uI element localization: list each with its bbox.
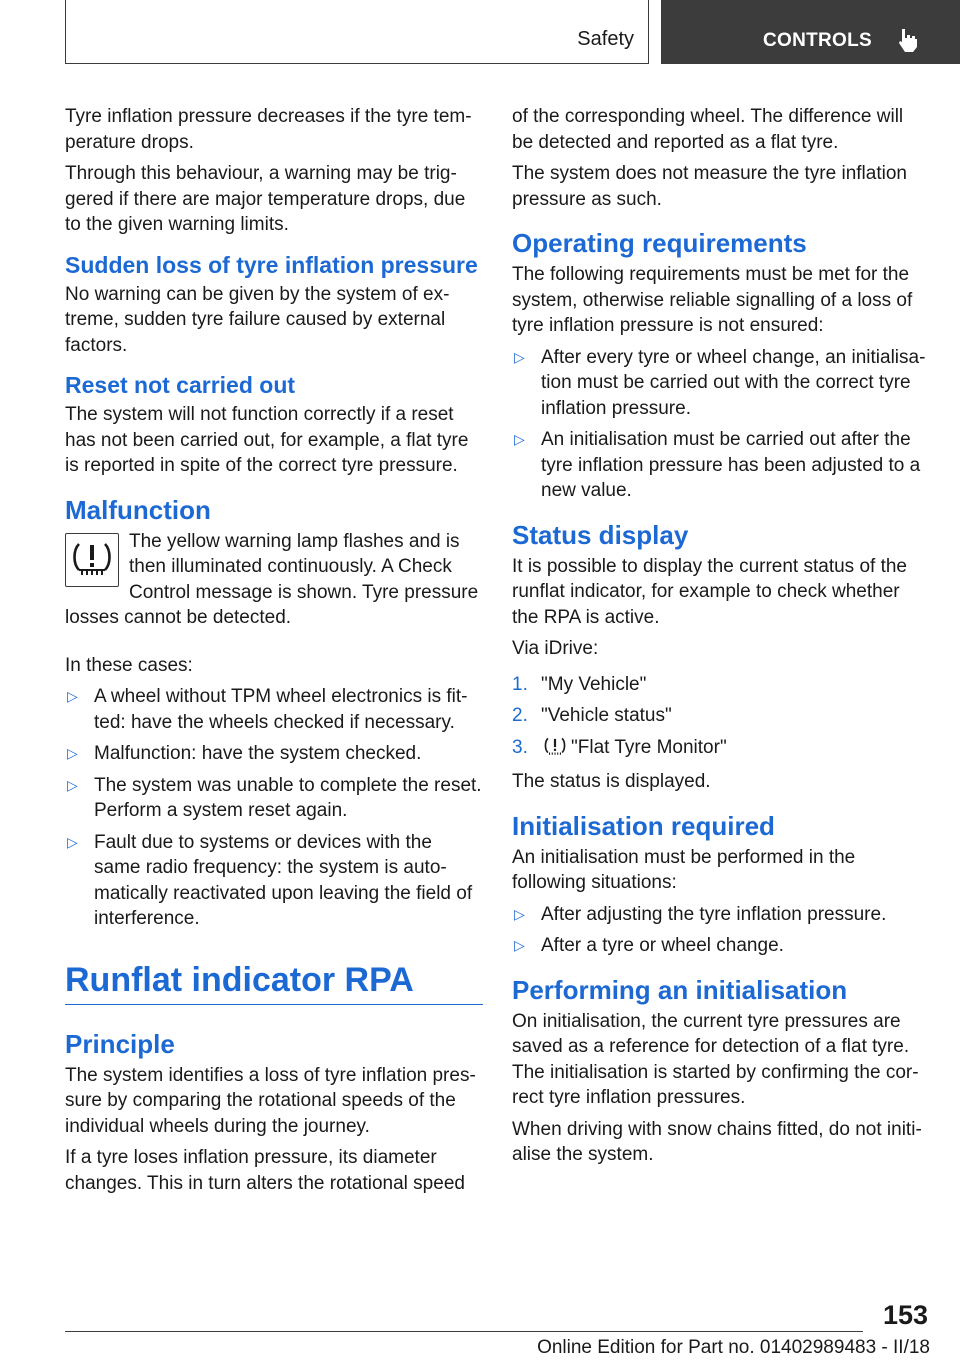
header-chapter-tab [661,0,960,64]
bullet-icon: ▷ [514,905,525,922]
paragraph: The yellow warning lamp flashes and is then illuminated continuously. A Check Control message is shown. Tyre pressure losses cannot be detected. [65,530,479,628]
heading-reset-not-carried-out: Reset not carried out [65,372,296,398]
left-column [65,104,483,1202]
paragraph: When driving with snow chains fitted, do not initialise the system. [512,1118,922,1165]
heading-initialisation-required: Initialisation required [512,810,775,841]
list-item: ▷ After a tyre or wheel change. [512,933,928,959]
bullet-icon: ▷ [514,937,525,953]
idrive-steps [512,672,928,764]
bullet-icon: ▷ [67,776,78,793]
footer-divider [65,1331,863,1332]
paragraph: The following requirements must be met for the system, otherwise reliable signalling of a loss of tyre inflation pressure is not ensured: [512,264,913,336]
paragraph: The status is displayed. [512,771,711,792]
paragraph: In these cases: [65,654,193,676]
requirements-list [512,345,928,504]
cases-list [65,684,483,932]
paragraph: On initialisation, the current tyre pressures are saved as a reference for detection of a flat tyre. The initialisation is started by confirming the correct tyre inflation pressures. [512,1010,919,1108]
list-item: 3. "Flat Tyre Monitor" [512,735,928,764]
list-item: ▷ After adjusting the tyre inflation pressure. [512,902,928,928]
heading-runflat-indicator: Runflat indicator RPA [65,960,483,1005]
list-item: ▷ After every tyre or wheel change, an initialisation must be carried out with the correct tyre inflation pressure. [514,346,926,419]
right-column [512,104,928,1174]
malfunction-block [65,529,483,637]
initialisation-situations-list [512,902,928,959]
paragraph: Via iDrive: [512,638,599,659]
heading-malfunction: Malfunction [65,494,211,525]
bullet-icon: ▷ [514,348,525,365]
list-item: ▷ An initialisation must be carried out after the tyre inflation pressure has been adjusted to a new value. [514,429,921,501]
list-item: ▷ The system was unable to complete the reset. Perform a system reset again. [67,774,482,821]
list-item: 1. "My Vehicle" [512,673,647,695]
paragraph: The system does not measure the tyre inflation pressure as such. [512,163,907,210]
paragraph: It is possible to display the current status of the runflat indicator, for example to check whether the RPA is active. [512,555,907,628]
bullet-icon: ▷ [514,431,525,447]
paragraph: An initialisation must be performed in the following situations: [512,846,856,893]
heading-performing-initialisation: Performing an initialisation [512,974,848,1005]
paragraph: No warning can be given by the system of extreme, sudden tyre failure caused by external factors. [65,283,450,356]
tyre-pressure-warning-icon [65,533,119,587]
header-section-label: Safety [577,28,634,50]
paragraph: The system identifies a loss of tyre inflation pressure by comparing the rotational speeds of the individual wheels during the journey. [65,1064,476,1137]
pointing-hand-icon [897,27,919,58]
tyre-pressure-warning-icon [543,736,567,764]
header-chapter-label: CONTROLS [763,30,873,51]
heading-sudden-loss: Sudden loss of tyre inflation pressure [65,251,478,278]
list-item: ▷ Fault due to systems or devices with the same radio frequency: the system is automatically reactivated upon leaving the field of interference. [67,831,473,929]
heading-operating-requirements: Operating requirements [512,228,807,258]
bullet-icon: ▷ [67,833,78,850]
bullet-icon: ▷ [67,688,78,704]
heading-status-display: Status display [512,519,689,550]
paragraph: Tyre inflation pressure decreases if the tyre temperature drops. [65,106,472,153]
list-item: ▷ Malfunction: have the system checked. [65,741,483,767]
header-section-box [65,0,649,64]
footer-edition: Online Edition for Part no. 01402989483 - II/18 [537,1337,930,1358]
bullet-icon: ▷ [67,745,78,761]
list-item: ▷ A wheel without TPM wheel electronics is fitted: have the wheels checked if necessary. [67,686,468,733]
heading-principle: Principle [65,1028,175,1059]
paragraph: of the corresponding wheel. The difference will be detected and reported as a flat tyre. [512,106,904,153]
page-number: 153 [882,1300,928,1330]
list-item: 2. "Vehicle status" [512,705,672,726]
paragraph: Through this behaviour, a warning may be triggered if there are major temperature drops, due to the given warning limits. [65,163,466,235]
paragraph: If a tyre loses inflation pressure, its diameter changes. This in turn alters the rotational speed [65,1147,465,1194]
paragraph: The system will not function correctly if a reset has not been carried out, for example, a flat tyre is reported in spite of the correct tyre pressure. [65,404,469,476]
